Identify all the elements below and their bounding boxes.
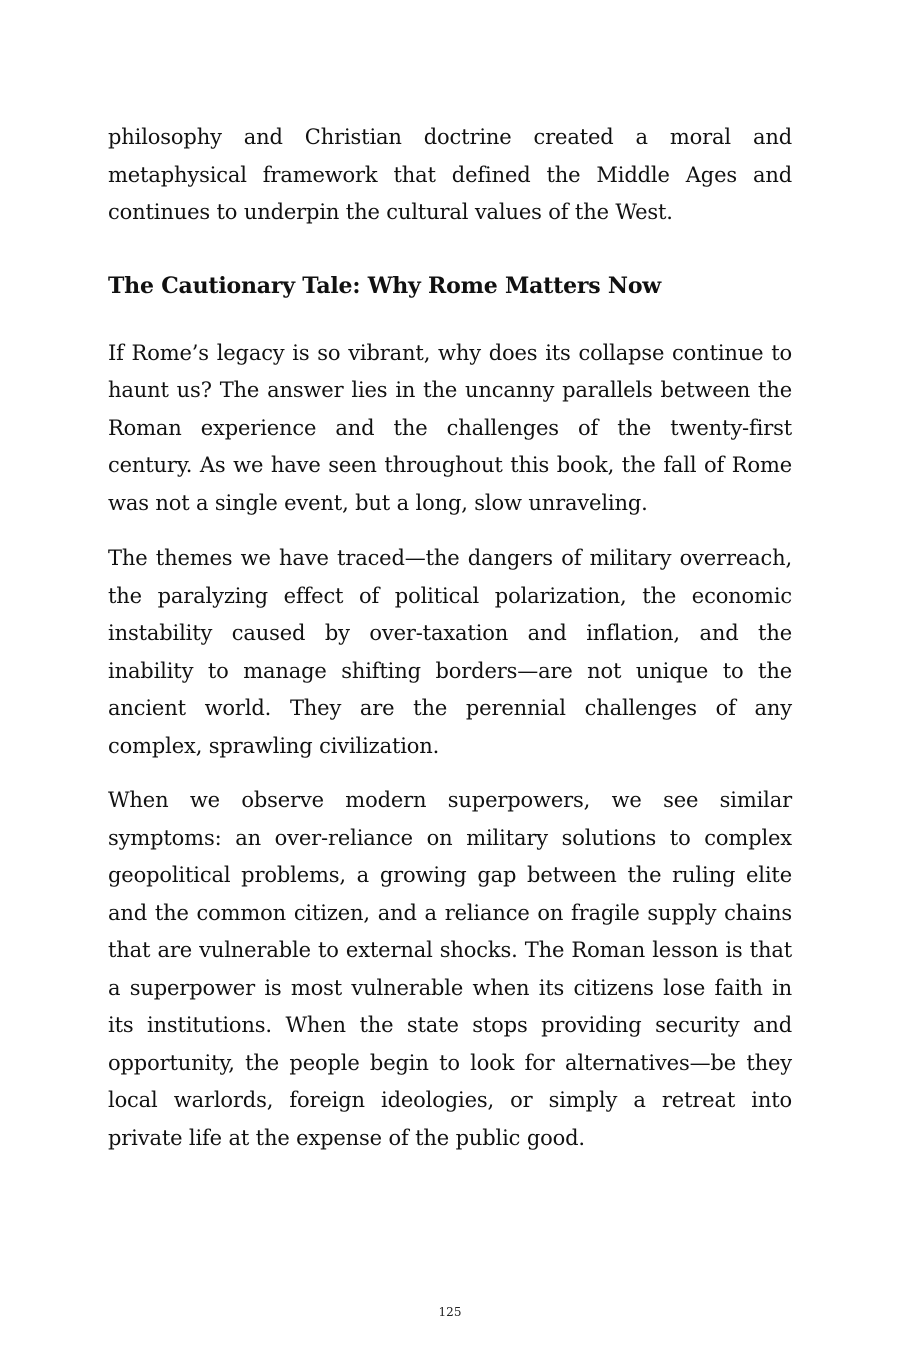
- body-text: [108, 119, 792, 1157]
- page-number: 125: [438, 1305, 462, 1319]
- section-heading: The Cautionary Tale: Why Rome Matters Now: [108, 272, 662, 299]
- paragraph: The themes we have traced—the dangers of military overreach, the paralyzing effect of political polarization, the economic instability caused by over-taxation and inflation, and the inability to manage shifting borders—are not unique to the ancient world. They are the perennial challenges of any complex, sprawling civilization.: [108, 546, 792, 758]
- continuation-paragraph: philosophy and Christian doctrine created a moral and metaphysical framework that defined the Middle Ages and continues to underpin the cultural values of the West.: [108, 125, 792, 224]
- paragraph: When we observe modern superpowers, we see similar symptoms: an over-reliance on military solutions to complex geopolitical problems, a growing gap between the ruling elite and the common citizen, and a reliance on fragile supply chains that are vulnerable to external shocks. The Roman lesson is that a superpower is most vulnerable when its citizens lose faith in its institutions. When the state stops providing security and opportunity, the people begin to look for alternatives—be they local warlords, foreign ideologies, or simply a retreat into private life at the expense of the public good.: [108, 788, 792, 1150]
- paragraph: If Rome’s legacy is so vibrant, why does its collapse continue to haunt us? The answer lies in the uncanny parallels between the Roman experience and the challenges of the twenty-first century. As we have seen throughout this book, the fall of Rome was not a single event, but a long, slow unraveling.: [108, 340, 792, 515]
